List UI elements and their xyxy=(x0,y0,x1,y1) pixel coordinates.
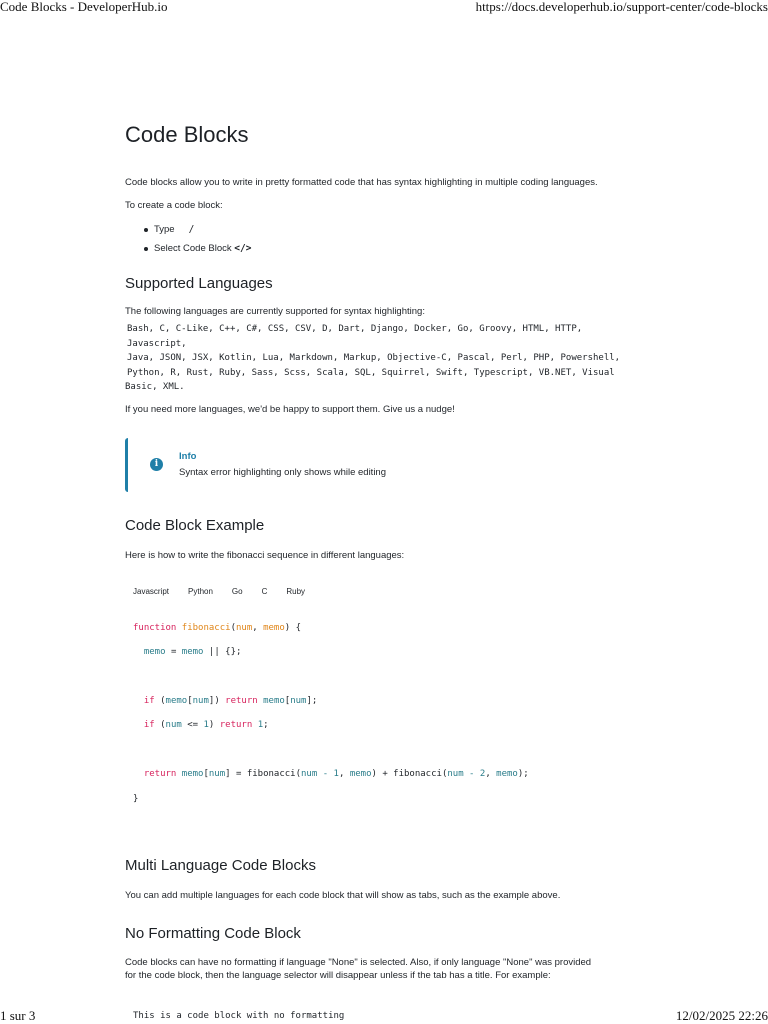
code-line xyxy=(133,646,645,658)
print-footer-datetime: 12/02/2025 22:26 xyxy=(675,1008,768,1023)
info-callout-title: Info xyxy=(179,450,197,462)
code-line xyxy=(133,695,645,707)
code-token: ] = fibonacci( xyxy=(225,769,302,780)
code-token: ; xyxy=(263,720,269,731)
code-token: ) + fibonacci( xyxy=(371,769,448,780)
code-token: || {}; xyxy=(203,647,242,658)
intro-text: Code blocks allow you to write in pretty formatted code that has syntax highlighting in multiple coding languages. xyxy=(125,177,598,188)
code-token: num xyxy=(235,622,253,633)
page-title: Code Blocks xyxy=(125,122,249,147)
info-callout xyxy=(125,438,645,492)
code-token: num xyxy=(208,769,226,780)
code-token: num xyxy=(301,769,318,780)
code-token xyxy=(133,720,144,730)
code-block-example-intro: Here is how to write the fibonacci sequence in different languages: xyxy=(125,549,405,561)
supported-languages-heading: Supported Languages xyxy=(125,275,273,292)
create-steps-list xyxy=(125,223,645,255)
code-token: memo xyxy=(143,647,166,658)
step-select-label: Select Code Block xyxy=(154,243,232,254)
code-token xyxy=(133,647,144,657)
code-token: ]; xyxy=(306,695,318,706)
code-token: fibonacci xyxy=(181,622,231,633)
code-token: ) xyxy=(208,720,220,731)
print-footer xyxy=(0,1008,768,1024)
language-tabs xyxy=(125,585,645,599)
print-header-url[interactable]: https://docs.developerhub.io/support-center/code-blocks xyxy=(475,0,768,14)
code-token: memo xyxy=(349,769,372,780)
article-content xyxy=(125,120,645,1022)
code-token: 1 xyxy=(203,720,209,731)
code-line xyxy=(133,671,645,683)
create-label: To create a code block: xyxy=(125,200,223,211)
no-formatting-text-line: for the code block, then the language selector will disappear unless if the tab has a title. For example: xyxy=(125,970,551,982)
languages-line: Basic, XML. xyxy=(125,382,185,392)
code-token: 1 xyxy=(257,720,264,731)
code-token: ); xyxy=(517,769,529,780)
code-token xyxy=(133,769,144,779)
code-token: ) { xyxy=(284,622,302,633)
code-token: [ xyxy=(284,695,291,706)
info-icon: i xyxy=(150,458,163,471)
list-item xyxy=(125,223,645,236)
code-token: memo xyxy=(496,769,518,780)
tab-go[interactable]: Go xyxy=(231,586,243,596)
code-token: [ xyxy=(203,769,209,780)
code-token: ( xyxy=(154,720,166,731)
code-token: function xyxy=(133,622,177,633)
code-line xyxy=(133,768,645,780)
tab-ruby[interactable]: Ruby xyxy=(286,586,306,596)
code-token: , xyxy=(485,769,497,780)
code-line xyxy=(133,744,645,756)
tab-c[interactable]: C xyxy=(261,586,268,596)
code-token: - xyxy=(463,769,480,780)
code-line xyxy=(133,719,645,731)
code-token: num xyxy=(290,695,307,706)
code-token: ]) xyxy=(208,695,226,706)
step-type-key: / xyxy=(188,224,195,235)
languages-line: Java, JSON, JSX, Kotlin, Lua, Markdown, Markup, Objective-C, Pascal, Perl, PHP, Powershell, xyxy=(127,353,621,363)
supported-languages-list xyxy=(125,322,645,395)
info-callout-text: Syntax error highlighting only shows while editing xyxy=(179,466,387,478)
list-item xyxy=(125,242,645,255)
code-token: 2 xyxy=(479,769,486,780)
languages-line: Python, R, Rust, Ruby, Sass, Scss, Scala, SQL, Squirrel, Swift, Typescript, VB.NET, Visual xyxy=(127,367,615,378)
tab-javascript[interactable]: Javascript xyxy=(133,586,170,596)
code-token: memo xyxy=(165,695,188,706)
no-formatting-code-block: This is a code block with no formatting xyxy=(133,1011,345,1022)
code-token: return xyxy=(225,695,258,706)
code-token xyxy=(133,696,144,706)
code-block-icon: </> xyxy=(234,243,252,254)
code-token: num xyxy=(192,695,209,706)
code-block-example-heading: Code Block Example xyxy=(125,516,265,534)
multi-language-text: You can add multiple languages for each code block that will show as tabs, such as the example above. xyxy=(125,890,561,902)
code-token: = xyxy=(165,647,182,658)
print-header-title: Code Blocks - DeveloperHub.io xyxy=(0,0,168,14)
code-line xyxy=(133,622,645,634)
code-token: 1 xyxy=(333,769,339,780)
code-token: memo xyxy=(263,622,285,633)
code-token: - xyxy=(317,769,334,780)
code-token: ( xyxy=(230,622,236,633)
step-type-label: Type xyxy=(154,224,175,235)
code-token: if xyxy=(143,695,155,706)
supported-languages-intro: The following languages are currently supported for syntax highlighting: xyxy=(125,306,425,317)
code-token: return xyxy=(143,769,177,780)
code-token: , xyxy=(252,622,264,633)
code-line: } xyxy=(133,793,139,804)
code-token: memo xyxy=(181,769,204,780)
code-token: [ xyxy=(187,695,193,706)
code-token: num xyxy=(165,720,182,731)
multi-language-heading: Multi Language Code Blocks xyxy=(125,857,316,875)
no-formatting-heading: No Formatting Code Block xyxy=(125,925,301,943)
print-footer-page: 1 sur 3 xyxy=(0,1008,36,1023)
nudge-text: If you need more languages, we'd be happy to support them. Give us a nudge! xyxy=(125,403,455,415)
no-formatting-text-line: Code blocks can have no formatting if language "None" is selected. Also, if only language "None" was provided xyxy=(125,957,592,969)
languages-line: Bash, C, C-Like, C++, C#, CSS, CSV, D, Dart, Django, Docker, Go, Groovy, HTML, HTTP, Javascript, xyxy=(127,324,583,349)
code-token: <= xyxy=(181,720,204,731)
code-token: memo xyxy=(181,647,204,658)
code-token: memo xyxy=(263,695,285,706)
fibonacci-code-block xyxy=(125,610,645,830)
code-token: , xyxy=(338,769,350,780)
code-token: return xyxy=(219,720,253,731)
code-token: ( xyxy=(154,695,166,706)
code-token: num xyxy=(447,769,464,780)
print-header xyxy=(0,0,768,16)
tab-python[interactable]: Python xyxy=(188,586,213,596)
code-token: if xyxy=(143,720,155,731)
